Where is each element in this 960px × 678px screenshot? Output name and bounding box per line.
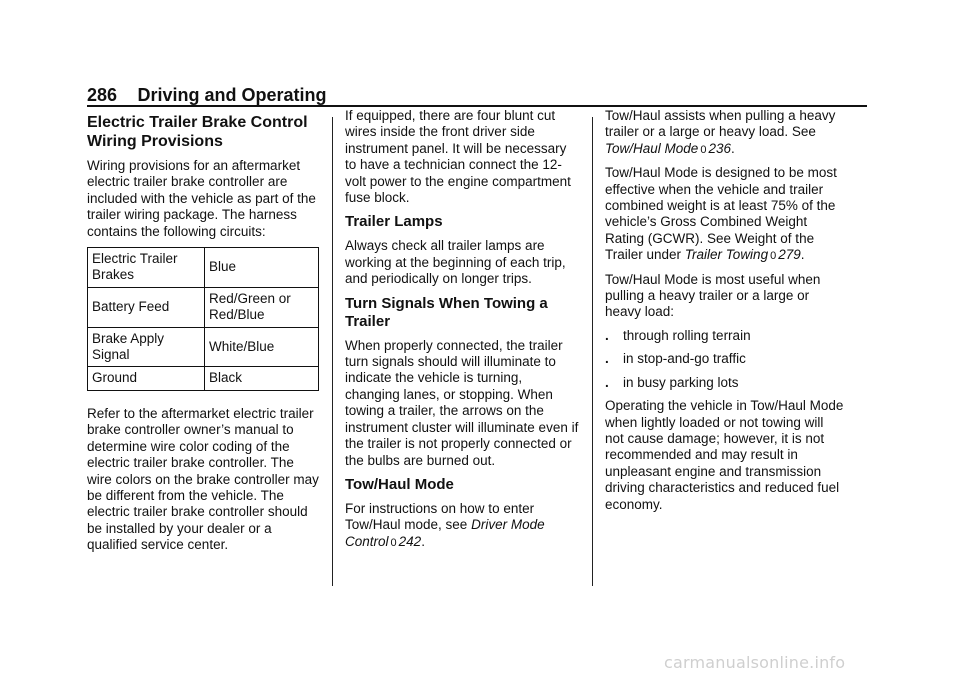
- tow-haul-assist-text: [605, 108, 845, 158]
- page-ref-icon: 0: [700, 143, 707, 156]
- circuit-name: Electric Trailer Brakes: [88, 248, 205, 288]
- period: .: [421, 533, 425, 549]
- trailer-lamps-text: Always check all trailer lamps are working at the beginning of each trip, and periodically on longer trips.: [345, 238, 566, 287]
- tow-haul-light-load-text: Operating the vehicle in Tow/Haul Mode when lightly loaded or not towing will not cause damage; however, it is not recommended and may result in unpleasant engine and transmission driving characteristics and reduced fuel economy.: [605, 398, 844, 512]
- turn-signals-text: When properly connected, the trailer turn signals should will illuminate to indicate the vehicle is turning, changing lanes, or stopping. When towing a trailer, the arrows on the instrument cluster will illuminate even if the trailer is not properly connected or the bulbs are burned out.: [345, 337, 579, 468]
- circuits-table: [87, 247, 319, 391]
- page-ref-number[interactable]: 279: [778, 247, 801, 263]
- list-item: [605, 351, 845, 367]
- circuit-name: Battery Feed: [88, 287, 205, 327]
- circuit-name: Ground: [88, 367, 205, 390]
- period: .: [800, 247, 805, 263]
- list-item-text: through rolling terrain: [623, 327, 751, 343]
- tow-haul-design-text: [605, 165, 845, 264]
- list-item-text: in stop-and-go traffic: [623, 351, 746, 367]
- bullet-icon: .: [605, 351, 609, 367]
- wiring-intro: Wiring provisions for an aftermarket electric trailer brake controller are included with the vehicle as part of the trailer wiring package. The harness contains the following circuits:: [87, 158, 316, 239]
- list-item: [605, 375, 845, 391]
- column-divider: [592, 117, 593, 586]
- tow-haul-assist-body: Tow/Haul assists when pulling a heavy trailer or a large or heavy load. See: [605, 108, 836, 140]
- wire-color: Blue: [205, 248, 319, 288]
- tow-haul-design-body: Tow/Haul Mode is designed to be most effective when the vehicle and trailer combined weight is at least 75% of the vehicle’s Gross Combined Weight Rating (GCWR). See Weight of the Trailer under: [605, 165, 837, 263]
- column-3: [605, 108, 845, 520]
- list-item-text: in busy parking lots: [623, 374, 739, 390]
- table-row: [88, 287, 319, 327]
- section-title: Driving and Operating: [137, 85, 327, 105]
- heading-turn-signals: Turn Signals When Towing a Trailer: [345, 294, 548, 330]
- bullet-icon: .: [605, 327, 609, 343]
- bullet-icon: .: [605, 374, 609, 390]
- tow-haul-mode-link[interactable]: Tow/Haul Mode: [605, 140, 699, 156]
- page-number: 286: [87, 85, 118, 105]
- list-item: [605, 328, 845, 344]
- wiring-outro: Refer to the aftermarket electric trailer brake controller owner’s manual to determine wire color coding of the electric trailer brake controller. The wire colors on the brake controller may be different from the vehicle. The electric trailer brake controller should be installed by your dealer or a qualified service center.: [87, 405, 319, 553]
- page-ref-number[interactable]: 236: [708, 140, 731, 156]
- table-row: [88, 367, 319, 390]
- page-ref-icon: 0: [770, 250, 777, 263]
- watermark: carmanualsonline.info: [664, 653, 846, 672]
- heading-brake-control-wiring: Electric Trailer Brake Control Wiring Provisions: [87, 114, 308, 150]
- column-2: [345, 108, 580, 558]
- driver-mode-control-link[interactable]: Driver Mode Control: [345, 517, 545, 549]
- column-divider: [332, 117, 333, 586]
- page-ref-number[interactable]: 242: [398, 533, 422, 549]
- heading-tow-haul-mode: Tow/Haul Mode: [345, 475, 454, 493]
- header-rule: [87, 105, 867, 107]
- blunt-cut-wires-text: If equipped, there are four blunt cut wires inside the front driver side instrument panel. It will be necessary to have a technician connect the 12-volt power to the engine compartment fuse block.: [345, 108, 571, 206]
- trailer-towing-link[interactable]: Trailer Towing: [684, 247, 769, 263]
- wire-color: Black: [205, 367, 319, 390]
- circuit-name: Brake Apply Signal: [88, 327, 205, 367]
- column-1: [87, 108, 319, 561]
- page-ref-icon: 0: [390, 536, 397, 549]
- period: .: [730, 140, 735, 156]
- tow-haul-instructions-text: For instructions on how to enter Tow/Haul mode, see: [345, 500, 535, 533]
- wire-color: White/Blue: [205, 327, 319, 367]
- tow-haul-instructions: [345, 501, 580, 551]
- table-row: [88, 327, 319, 367]
- heading-trailer-lamps: Trailer Lamps: [345, 213, 443, 231]
- tow-haul-useful-text: Tow/Haul Mode is most useful when pulling a heavy trailer or a large or heavy load:: [605, 271, 821, 320]
- wire-color: Red/Green or Red/Blue: [205, 287, 319, 327]
- table-row: [88, 248, 319, 288]
